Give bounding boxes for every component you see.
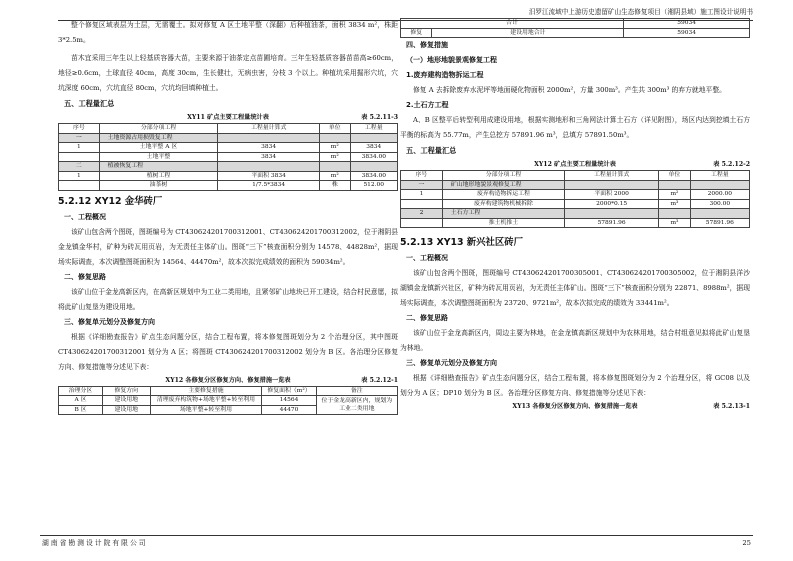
table-cell: 株 bbox=[320, 181, 351, 191]
table-cell: 2000*0.15 bbox=[565, 199, 659, 209]
table-cell: 一 bbox=[59, 133, 100, 143]
summary-table-top bbox=[400, 18, 750, 38]
table-cell: 59034 bbox=[624, 19, 750, 29]
table-cell: 矿山地形地貌景观修复工程 bbox=[442, 180, 564, 190]
footer-org: 湖南省勘测设计院有限公司 bbox=[42, 539, 148, 547]
heading: 一、工程概况 bbox=[64, 212, 106, 221]
table-cell bbox=[320, 162, 351, 172]
table-cell: 3834 bbox=[350, 143, 397, 153]
table-row bbox=[401, 190, 750, 200]
table-row bbox=[401, 28, 750, 38]
table-cell: 平面积 3834 bbox=[218, 171, 320, 181]
table-cell: 512.00 bbox=[350, 181, 397, 191]
paragraph: 该矿山包含两个图斑，图斑编号 CT430624201700305001、CT430624201700305002，位于湘阴县洋沙湖镇金龙镇新兴社区，矿种为砖瓦用页岩，为无责任主体矿山。图斑“三下”核查面积分别为 22871、8988m²，据现场实际调查，本次调整图斑面积为 23720、9721m²，故本次拟完成的绩效为 33441m²。 bbox=[400, 269, 750, 307]
table-cell bbox=[59, 181, 100, 191]
heading: 二、修复思路 bbox=[406, 314, 448, 322]
table-cell: m² bbox=[320, 143, 351, 153]
table-cell: m² bbox=[320, 171, 351, 181]
heading: 四、修复措施 bbox=[406, 41, 448, 49]
table-cell: 土地平整 A 区 bbox=[99, 143, 218, 153]
table-cell bbox=[659, 209, 690, 219]
table-cell bbox=[218, 133, 320, 143]
header-cell: 修复方向 bbox=[103, 386, 150, 396]
header-cell: 分部分项工程 bbox=[442, 171, 564, 181]
table-row bbox=[59, 162, 398, 172]
table-cell bbox=[401, 199, 443, 209]
table-row bbox=[59, 133, 398, 143]
table-number: 表 5.2.13-1 bbox=[713, 403, 750, 410]
header-cell: 序号 bbox=[401, 171, 443, 181]
header-cell: 工程量 bbox=[350, 124, 397, 134]
table-cell: 2000.00 bbox=[690, 190, 749, 200]
quantity-table-xy11 bbox=[58, 123, 398, 191]
table-caption bbox=[58, 112, 398, 123]
paragraph: 根据《详细勘查报告》矿点生态问题分区，结合工程布置，将本修复图斑划分为 2 个治理分区，将 GC08 以及划分为 A 区；DP10 划分为 B 区。各治理分区修复方向、修复措施等分述见下表： bbox=[400, 374, 750, 397]
table-row bbox=[59, 171, 398, 181]
table-cell: 57891.96 bbox=[565, 218, 659, 228]
heading: 一、工程概况 bbox=[406, 254, 448, 262]
header-cell: 工程量计算式 bbox=[565, 171, 659, 181]
table-cell: 废弃构造物拆运工程 bbox=[442, 190, 564, 200]
header-cell: 分部分项工程 bbox=[99, 124, 218, 134]
table-cell: B 区 bbox=[59, 405, 103, 415]
heading: 五、工程量汇总 bbox=[64, 99, 115, 108]
table-cell: 2 bbox=[401, 209, 443, 219]
table-cell: 清理废弃构筑物+场地平整+转至利用 bbox=[150, 396, 262, 406]
table-cell bbox=[350, 162, 397, 172]
table-cell: 1 bbox=[401, 190, 443, 200]
table-cell: 300.00 bbox=[690, 199, 749, 209]
table-cell: 建设用地 bbox=[103, 396, 150, 406]
paragraph: 苗木宜采用三年生以上轻基质容器大苗，主要来源于油茶定点苗圃培育。三年生轻基质容器苗苗高≥60cm，地径≥0.6cm，土球直径 40cm，高度 30cm，生长健壮，无病虫害，分枝 3 个以上。种植坑采用掘形穴坑，穴坑深度 60cm，穴坑直径 80cm，穴坑均回填种植土。 bbox=[58, 54, 398, 92]
table-title: XY11 矿点主要工程量统计表 bbox=[187, 114, 269, 121]
table-cell: 植被恢复工程 bbox=[99, 162, 218, 172]
table-row bbox=[401, 199, 750, 209]
table-cell: 废弃构建筑物机械拆除 bbox=[442, 199, 564, 209]
table-row bbox=[59, 396, 398, 406]
table-cell: 建设用地 bbox=[103, 405, 150, 415]
table-cell bbox=[565, 180, 659, 190]
table-cell bbox=[690, 209, 749, 219]
table-cell: 建设用地合计 bbox=[432, 28, 624, 38]
table-cell: A 区 bbox=[59, 396, 103, 406]
table-cell: 3834 bbox=[218, 143, 320, 153]
table-cell: 平面积 2000 bbox=[565, 190, 659, 200]
heading: 三、修复单元划分及修复方向 bbox=[64, 317, 155, 326]
table-cell: 推土机推土 bbox=[442, 218, 564, 228]
header-cell: 主要修复措施 bbox=[150, 386, 262, 396]
paragraph: 该矿山包含两个图斑，图斑编号为 CT430624201700312001、CT430624201700312002，位于湘阴县金龙镇金华村，矿种为砖瓦用页岩，为无责任主体矿山。图斑“三下”核查面积分别为 14578、44828m²，据现场实际调查，本次调整图斑面积为 14564、44470m²，故本次拟完成绩效的面积为 59034m²。 bbox=[58, 227, 398, 266]
table-cell: 57891.96 bbox=[690, 218, 749, 228]
table-number: 表 5.2.12-2 bbox=[713, 161, 750, 168]
header-cell: 工程量计算式 bbox=[218, 124, 320, 134]
table-header-row bbox=[59, 386, 398, 396]
table-cell bbox=[320, 133, 351, 143]
table-cell bbox=[401, 218, 443, 228]
quantity-table-xy12 bbox=[400, 170, 750, 228]
table-cell: 一 bbox=[401, 180, 443, 190]
header-cell: 单位 bbox=[320, 124, 351, 134]
heading: 三、修复单元划分及修复方向 bbox=[406, 359, 497, 367]
header-title: 汨罗江流域中上游历史遗留矿山生态修复项目（湘阴县域）施工图设计说明书 bbox=[528, 8, 753, 16]
table-row bbox=[401, 19, 750, 29]
table-cell: 二 bbox=[59, 162, 100, 172]
heading: 2.土石方工程 bbox=[406, 101, 449, 109]
remark-cell: 位于金龙高新区内，规划为工业二类用地 bbox=[316, 396, 397, 415]
header-cell: 工程量 bbox=[690, 171, 749, 181]
paragraph: A、B 区整平后转型利用成建设用地，根据实测地形和三角网法计算土石方（详见附图），场区内达到挖填土石方平衡的标高为 55.77m，产生总挖方 57891.96 m³，总填方 57891.50m³。 bbox=[400, 116, 750, 139]
table-title: XY12 矿点主要工程量统计表 bbox=[534, 161, 616, 168]
table-caption bbox=[400, 159, 750, 170]
paragraph: 该矿山位于金龙高新区内，在高新区规划中为工业二类用地，且紧邻矿山地块已开工建设，结合村民意愿，拟将此矿山复垦为建设用地。 bbox=[58, 287, 398, 311]
page-number: 25 bbox=[742, 539, 751, 547]
table-cell: m² bbox=[320, 152, 351, 162]
table-cell bbox=[218, 162, 320, 172]
table-cell: 3834.00 bbox=[350, 171, 397, 181]
table-row bbox=[59, 143, 398, 153]
table-cell: 1/7.5*3834 bbox=[218, 181, 320, 191]
table-cell: 3834.00 bbox=[350, 152, 397, 162]
page-footer bbox=[40, 535, 753, 547]
table-cell: 土石方工程 bbox=[442, 209, 564, 219]
heading: （一）地形地貌景观修复工程 bbox=[406, 56, 497, 64]
paragraph: 根据《详细勘查报告》矿点生态问题分区，结合工程布置，将本修复图斑划分为 2 个治理分区，其中图斑 CT430624201700312001 划分为 A 区；将图斑 CT430624201700312002 划分为 B 区。各治理分区修复方向、修复措施等分述见下表： bbox=[58, 332, 398, 371]
table-cell bbox=[350, 133, 397, 143]
table-row bbox=[401, 209, 750, 219]
table-number: 表 5.2.11-3 bbox=[361, 114, 398, 121]
table-header-row bbox=[59, 124, 398, 134]
paragraph: 修复 A 去拆除废弃水泥坪等地面硬化物面积 2000m²，方量 300m³。产生共 300m³ 的弃方就地平整。 bbox=[413, 86, 726, 94]
header-cell: 治理分区 bbox=[59, 386, 103, 396]
table-header-row bbox=[401, 171, 750, 181]
table-caption bbox=[400, 401, 750, 412]
table-cell bbox=[565, 209, 659, 219]
table-cell: 修复 bbox=[401, 28, 432, 38]
table-cell: 油茶树 bbox=[99, 181, 218, 191]
heading: 1.废弃建构造物拆运工程 bbox=[406, 71, 484, 79]
section-heading: 5.2.12 XY12 金华砖厂 bbox=[58, 195, 163, 207]
table-number: 表 5.2.12-1 bbox=[361, 376, 398, 384]
table-cell: 44470 bbox=[262, 405, 316, 415]
left-column bbox=[58, 18, 398, 415]
table-cell: 植树工程 bbox=[99, 171, 218, 181]
table-cell: 合计 bbox=[401, 19, 624, 29]
header-cell: 序号 bbox=[59, 124, 100, 134]
heading: 二、修复思路 bbox=[64, 272, 106, 281]
table-cell: 场地平整+转至利用 bbox=[150, 405, 262, 415]
table-row bbox=[401, 218, 750, 228]
paragraph: 该矿山位于金龙高新区内，周边主要为林地，在金龙镇高新区规划中为农林用地，结合村组意见拟将此矿山复垦为林地。 bbox=[400, 329, 750, 352]
table-caption bbox=[58, 375, 398, 386]
paragraph: 整个修复区域表层为土层，无需覆土。拟对修复 A 区土地平整（深翻）后种植油茶，面积 3834 m²，株距 3*2.5m。 bbox=[58, 21, 398, 44]
table-cell: 1 bbox=[59, 171, 100, 181]
table-title: XY12 各修复分区修复方向、修复措施一览表 bbox=[165, 376, 291, 384]
right-column bbox=[400, 18, 750, 412]
section-heading: 5.2.13 XY13 新兴社区砖厂 bbox=[400, 237, 524, 248]
table-cell: 土地资源占用损毁复工程 bbox=[99, 133, 218, 143]
table-cell: m² bbox=[659, 190, 690, 200]
table-cell: m³ bbox=[659, 218, 690, 228]
header-cell: 备注 bbox=[316, 386, 397, 396]
table-cell bbox=[690, 180, 749, 190]
table-cell: 14564 bbox=[262, 396, 316, 406]
table-title: XY13 各修复分区修复方向、修复措施一览表 bbox=[512, 403, 638, 410]
table-row bbox=[59, 152, 398, 162]
table-cell bbox=[59, 152, 100, 162]
table-cell: 59034 bbox=[624, 28, 750, 38]
heading: 五、工程量汇总 bbox=[406, 146, 457, 155]
table-cell: 3834 bbox=[218, 152, 320, 162]
table-cell: 土地平整 bbox=[99, 152, 218, 162]
header-cell: 修复面积（m²） bbox=[262, 386, 316, 396]
table-cell: 1 bbox=[59, 143, 100, 153]
header-cell: 单位 bbox=[659, 171, 690, 181]
table-cell: m³ bbox=[659, 199, 690, 209]
table-cell bbox=[659, 180, 690, 190]
table-row bbox=[401, 180, 750, 190]
table-row bbox=[59, 181, 398, 191]
repair-zone-table-xy12 bbox=[58, 386, 398, 416]
